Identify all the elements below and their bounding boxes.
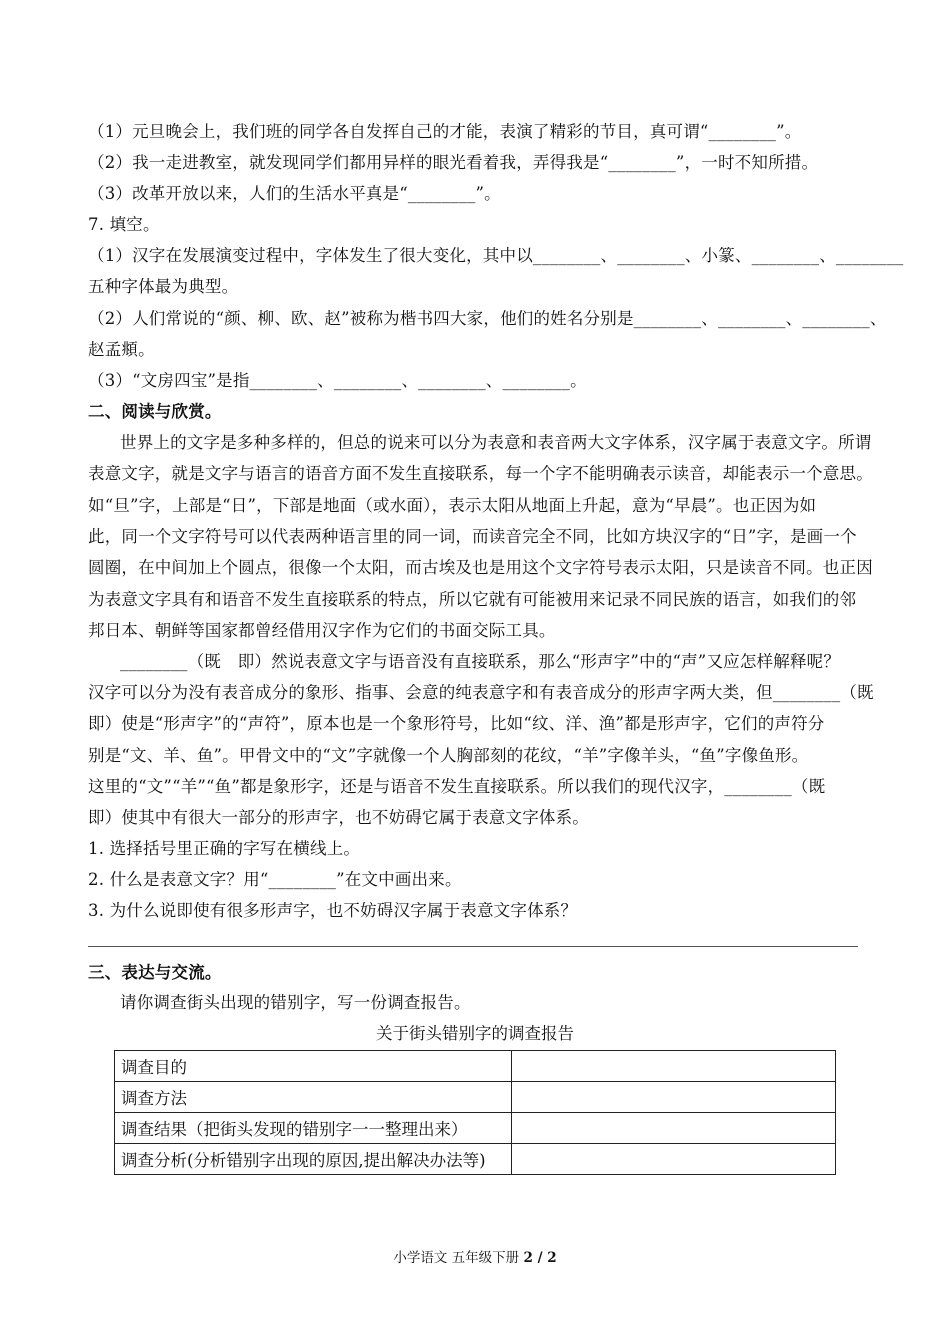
q7-line: 赵孟頫。: [88, 340, 155, 359]
table-row: [115, 1082, 836, 1113]
q7-line: （1）汉字在发展演变过程中，字体发生了很大变化，其中以________、________、小篆、________、________: [88, 246, 904, 265]
table-row: [115, 1113, 836, 1144]
section3-prompt: 请你调查街头出现的错别字，写一份调查报告。: [120, 993, 471, 1012]
row-label: 调查目的: [115, 1051, 512, 1082]
q7-line: 五种字体最为典型。: [88, 277, 239, 296]
passage-line: 此，同一个文字符号可以代表两种语言里的同一词，而读音完全不同，比如方块汉字的“日”字，是画一个: [88, 527, 857, 546]
passage-line: 汉字可以分为没有表音成分的象形、指事、会意的纯表意字和有表音成分的形声字两大类，但________（既: [88, 683, 874, 702]
reading-question-2: 2. 什么是表意文字？用“________”在文中画出来。: [88, 870, 462, 889]
table-row: [115, 1144, 836, 1175]
table-row: [115, 1051, 836, 1082]
section3-heading: 三、表达与交流。: [88, 963, 222, 982]
row-label: 调查方法: [115, 1082, 512, 1113]
reading-question-1: 1. 选择括号里正确的字写在横线上。: [88, 839, 361, 858]
passage-line: 世界上的文字是多种多样的，但总的说来可以分为表意和表音两大文字体系，汉字属于表意文字。所谓: [120, 433, 872, 452]
report-table: [114, 1050, 836, 1175]
q6-item-3: （3）改革开放以来，人们的生活水平真是“________”。: [88, 184, 501, 203]
passage-line: 邦日本、朝鲜等国家都曾经借用汉字作为它们的书面交际工具。: [88, 621, 556, 640]
passage-line: 这里的“文”“羊”“鱼”都是象形字，还是与语音不发生直接联系。所以我们的现代汉字，________（既: [88, 777, 826, 796]
passage-line: 即）使是“形声字”的“声符”，原本也是一个象形符号，比如“纹、洋、渔”都是形声字，它们的声符分: [88, 714, 825, 733]
q7-title: 7. 填空。: [88, 215, 160, 234]
answer-cell[interactable]: [512, 1113, 836, 1144]
table-title: 关于街头错别字的调查报告: [376, 1024, 574, 1043]
passage-line: 圆圈，在中间加上个圆点，很像一个太阳，而古埃及也是用这个文字符号表示太阳，只是读音不同。也正因: [88, 558, 873, 577]
answer-cell[interactable]: [512, 1082, 836, 1113]
row-label: 调查分析(分析错别字出现的原因,提出解决办法等): [115, 1144, 512, 1175]
section2-heading: 二、阅读与欣赏。: [88, 402, 222, 421]
passage-line: 如“旦”字，上部是“日”，下部是地面（或水面），表示太阳从地面上升起，意为“早晨”。也正因为如: [88, 496, 817, 515]
passage-line: ________（既 即）然说表意文字与语音没有直接联系，那么“形声字”中的“声”又应怎样解释呢？: [120, 652, 841, 671]
passage-line: 即）使其中有很大一部分的形声字，也不妨碍它属于表意文字体系。: [88, 808, 589, 827]
q6-item-2: （2）我一走进教室，就发现同学们都用异样的眼光看着我，弄得我是“________”，一时不知所措。: [88, 153, 819, 172]
answer-cell[interactable]: [512, 1051, 836, 1082]
q7-line: （3）“文房四宝”是指________、________、________、________。: [88, 371, 587, 390]
answer-cell[interactable]: [512, 1144, 836, 1175]
row-label: 调查结果（把街头发现的错别字一一整理出来）: [115, 1113, 512, 1144]
page-number: 2 / 2: [523, 1250, 557, 1266]
reading-question-3: 3. 为什么说即使有很多形声字，也不妨碍汉字属于表意文字体系？: [88, 901, 578, 920]
passage-line: 别是“文、羊、鱼”。甲骨文中的“文”字就像一个人胸部刻的花纹，“羊”字像羊头，“鱼”字像鱼形。: [88, 746, 809, 765]
footer-text: 小学语文 五年级下册: [393, 1250, 524, 1266]
answer-line[interactable]: [88, 946, 858, 947]
passage-line: 表意文字，就是文字与语言的语音方面不发生直接联系，每一个字不能明确表示读音，却能表示一个意思。: [88, 464, 873, 483]
passage-line: 为表意文字具有和语音不发生直接联系的特点，所以它就有可能被用来记录不同民族的语言，如我们的邻: [88, 590, 857, 609]
page-footer: [0, 1246, 950, 1266]
q6-item-1: （1）元旦晚会上，我们班的同学各自发挥自己的才能，表演了精彩的节目，真可谓“________”。: [88, 122, 802, 141]
q7-line: （2）人们常说的“颜、柳、欧、赵”被称为楷书四大家，他们的姓名分别是________、________、________、: [88, 309, 887, 328]
